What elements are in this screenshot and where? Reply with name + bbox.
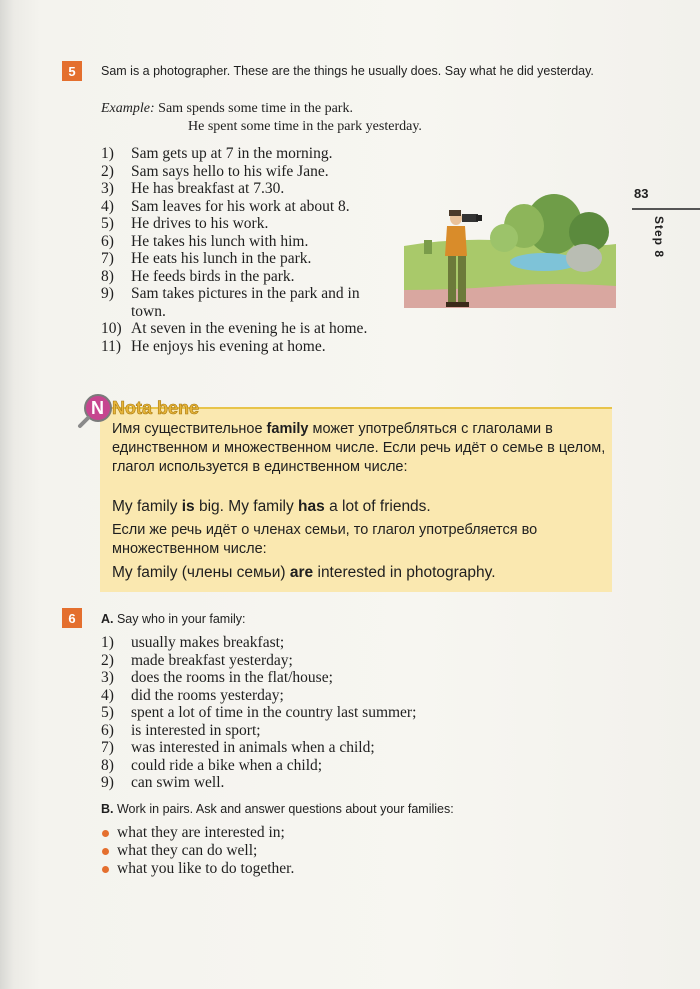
exercise-6-number: 6 — [62, 608, 82, 628]
photographer-illustration — [404, 186, 616, 308]
list-item: 5) spent a lot of time in the country last summer; — [101, 704, 417, 721]
list-item: 4) Sam leaves for his work at about 8. — [101, 197, 350, 215]
list-item: 1) usually makes breakfast; — [101, 634, 285, 651]
list-item: 6) He takes his lunch with him. — [101, 232, 309, 250]
step-label: Step 8 — [652, 216, 666, 259]
nota-rule-2: Если же речь идёт о членах семьи, то глагол употребляется во множественном числе: — [112, 522, 538, 557]
exercise-6-list — [101, 634, 416, 792]
list-item: 10) At seven in the evening he is at home. — [101, 320, 368, 337]
list-item: 2) Sam says hello to his wife Jane. — [101, 162, 329, 180]
nota-bene-logo: Nota bene — [112, 398, 200, 418]
list-item: 11) He enjoys his evening at home. — [101, 337, 326, 355]
exercise-5-instruction: Sam is a photographer. These are the things he usually does. Say what he did yesterday. — [101, 64, 594, 78]
list-item: 8) He feeds birds in the park. — [101, 267, 295, 285]
exercise-6b-bullets — [101, 824, 294, 878]
example-line-1: Sam spends some time in the park. — [158, 101, 353, 116]
list-item: 3) He has breakfast at 7.30. — [101, 180, 285, 197]
page-number: 83 — [634, 186, 649, 201]
exercise-5-number: 5 — [62, 61, 82, 81]
list-item: 9) Sam takes pictures in the park and in town. — [101, 285, 360, 320]
list-item: what they can do well; — [101, 842, 294, 860]
bullet-icon — [102, 830, 109, 837]
list-item: 2) made breakfast yesterday; — [101, 651, 293, 669]
bullet-icon — [102, 848, 109, 855]
exercise-6b-instruction: B. Work in pairs. Ask and answer questions about your families: — [101, 802, 454, 816]
list-item: what they are interested in; — [101, 824, 294, 842]
svg-text:N: N — [91, 398, 104, 418]
exercise-5-example — [101, 100, 422, 136]
list-item: 3) does the rooms in the flat/house; — [101, 669, 333, 686]
list-item: 8) could ride a bike when a child; — [101, 756, 323, 774]
side-divider — [632, 208, 700, 210]
list-item: 4) did the rooms yesterday; — [101, 686, 284, 704]
bullet-icon — [102, 866, 109, 873]
list-item: 6) is interested in sport; — [101, 721, 261, 739]
example-line-2: He spent some time in the park yesterday. — [188, 119, 422, 134]
nota-example-2: My family (члены семьи) are interested in photography. — [112, 564, 496, 581]
list-item: 1) Sam gets up at 7 in the morning. — [101, 145, 333, 162]
nota-example-1: My family is big. My family has a lot of friends. — [112, 498, 431, 515]
nota-rule-1: Имя существительное family может употребляться с глаголами в единственном и множественном числе. Если речь идёт о семье в целом, глагол используется в единственном числе: — [112, 421, 606, 475]
list-item: 9) can swim well. — [101, 774, 225, 791]
example-label: Example: — [101, 101, 155, 116]
list-item: 7) was interested in animals when a child; — [101, 739, 375, 756]
exercise-6a-instruction: A. Say who in your family: — [101, 612, 246, 626]
list-item: 5) He drives to his work. — [101, 215, 269, 232]
list-item: what you like to do together. — [101, 860, 294, 878]
list-item: 7) He eats his lunch in the park. — [101, 250, 312, 267]
exercise-5-list — [101, 145, 383, 355]
